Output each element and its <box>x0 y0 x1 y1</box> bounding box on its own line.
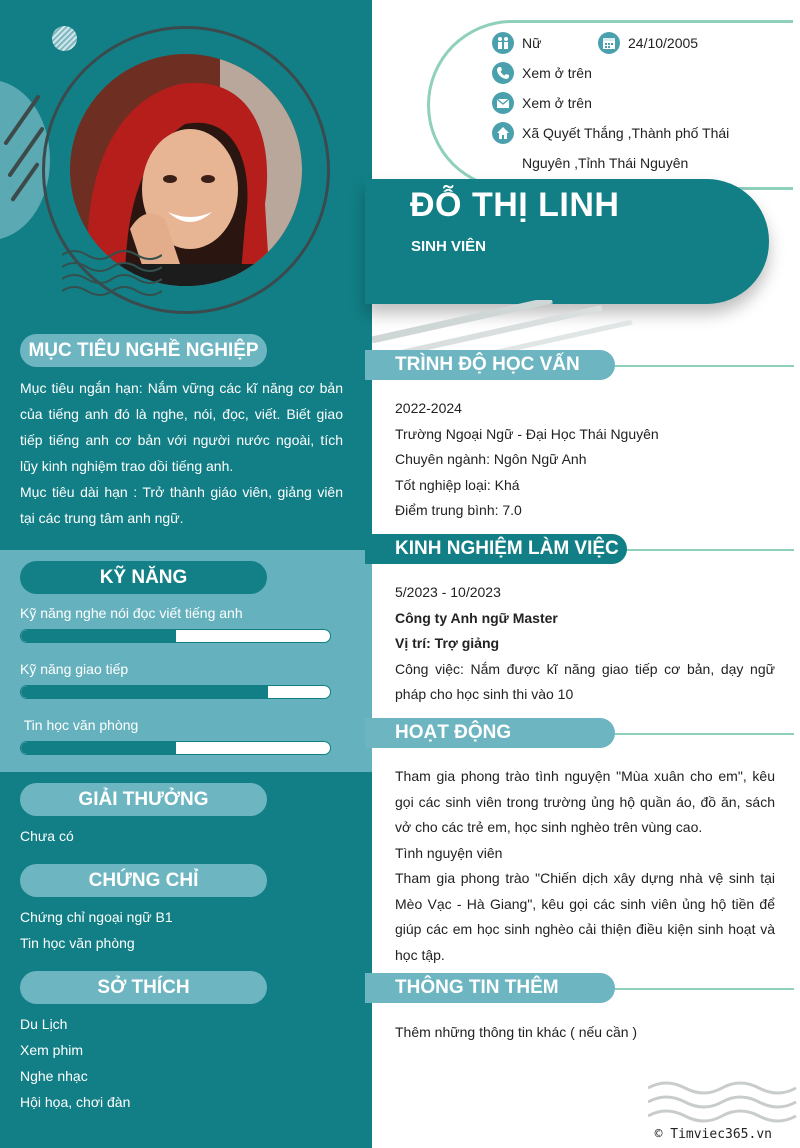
extra-text: Thêm những thông tin khác ( nếu cần ) <box>395 1024 638 1040</box>
watermark: © Timviec365.vn <box>654 1127 772 1142</box>
list-item: Du Lịch <box>20 1016 68 1032</box>
people-icon <box>492 32 514 54</box>
activities-title: HOẠT ĐỘNG <box>365 718 615 748</box>
certificates-list <box>20 904 343 956</box>
calendar-icon <box>598 32 620 54</box>
gender-value: Nữ <box>522 35 542 51</box>
decorative-wavy-lines <box>648 1076 798 1126</box>
section-rule <box>600 365 794 367</box>
home-icon <box>492 122 514 144</box>
skill-label: Kỹ năng giao tiếp <box>20 661 129 677</box>
experience-title: KINH NGHIỆM LÀM VIỆC <box>365 534 627 564</box>
activity-item: Tham gia phong trào tình nguyện "Mùa xuân cho em", kêu gọi các sinh viên trong trường ủng hộ quần áo, đồ ăn, sách vở cho các trẻ em, học sinh nghèo trên vùng cao. <box>395 768 775 835</box>
education-gpa: Điểm trung bình: 7.0 <box>395 502 522 518</box>
experience-position: Vị trí: Trợ giảng <box>395 635 500 651</box>
skill-bar-fill <box>21 630 176 642</box>
hobbies-title: SỞ THÍCH <box>20 971 267 1004</box>
email-value: Xem ở trên <box>522 95 592 111</box>
objective-long: Mục tiêu dài hạn : Trở thành giáo viên, giảng viên tại các trung tâm anh ngữ. <box>20 484 343 526</box>
phone-icon <box>492 62 514 84</box>
list-item: Chưa có <box>20 828 74 844</box>
education-period: 2022-2024 <box>395 400 462 416</box>
activities-block <box>395 764 775 968</box>
left-column <box>0 0 372 1148</box>
experience-period: 5/2023 - 10/2023 <box>395 584 501 600</box>
list-item: Nghe nhạc <box>20 1068 88 1084</box>
dob-value: 24/10/2005 <box>628 35 699 51</box>
certificates-title: CHỨNG CHỈ <box>20 864 267 897</box>
experience-description: Công việc: Nắm được kĩ năng giao tiếp cơ bản, dạy ngữ pháp cho học sinh thi vào 10 <box>395 660 775 702</box>
skill-label: Tin học văn phòng <box>20 717 139 733</box>
activity-item: Tham gia phong trào "Chiến dịch xây dựng nhà vệ sinh tại Mèo Vạc - Hà Giang", kêu gọi các sinh viên ủng hộ tiền để giúp các em học sinh nghèo cải thiện điều kiện sinh hoạt và học tập. <box>395 870 775 963</box>
experience-block <box>395 580 775 708</box>
decorative-hatched-dot <box>52 26 77 51</box>
awards-title: GIẢI THƯỞNG <box>20 783 267 816</box>
skills-title: KỸ NĂNG <box>20 561 267 594</box>
candidate-role: SINH VIÊN <box>411 238 487 255</box>
education-major: Chuyên ngành: Ngôn Ngữ Anh <box>395 451 587 467</box>
section-rule <box>610 549 794 551</box>
skill-bar-fill <box>21 742 176 754</box>
list-item: Tin học văn phòng <box>20 935 135 951</box>
awards-list <box>20 823 343 849</box>
envelope-icon <box>492 92 514 114</box>
objective-title: MỤC TIÊU NGHỀ NGHIỆP <box>20 334 267 367</box>
experience-company: Công ty Anh ngữ Master <box>395 609 558 626</box>
skill-bar-fill <box>21 686 268 698</box>
activity-item: Tình nguyện viên <box>395 844 503 861</box>
address-line-1: Xã Quyết Thắng ,Thành phố Thái <box>522 125 730 141</box>
list-item: Hội họa, chơi đàn <box>20 1094 131 1110</box>
objective-short: Mục tiêu ngắn hạn: Nắm vững các kĩ năng cơ bản của tiếng anh đó là nghe, nói, đọc, viết. Biết giao tiếp tiếng anh cơ bản với người nước ngoài, tích lũy kinh nghiệm trao dồi tiếng anh. <box>20 380 343 474</box>
education-grade: Tốt nghiệp loại: Khá <box>395 476 520 493</box>
candidate-name: ĐỖ THỊ LINH <box>410 186 620 224</box>
education-title: TRÌNH ĐỘ HỌC VẤN <box>365 350 615 380</box>
education-school: Trường Ngoại Ngữ - Đại Học Thái Nguyên <box>395 425 659 442</box>
section-rule <box>600 733 794 735</box>
list-item: Chứng chỉ ngoại ngữ B1 <box>20 909 173 925</box>
hobbies-list <box>20 1011 343 1115</box>
skill-bar <box>20 685 331 699</box>
skill-bar <box>20 741 331 755</box>
skill-label: Kỹ năng nghe nói đọc viết tiếng anh <box>20 605 243 621</box>
decorative-wavy-lines <box>62 240 162 300</box>
skill-bar <box>20 629 331 643</box>
education-block <box>395 396 775 524</box>
phone-value: Xem ở trên <box>522 65 592 81</box>
section-rule <box>600 988 794 990</box>
list-item: Xem phim <box>20 1042 84 1058</box>
extra-title: THÔNG TIN THÊM <box>365 973 615 1003</box>
address-line-2: Nguyên ,Tỉnh Thái Nguyên <box>522 155 689 171</box>
